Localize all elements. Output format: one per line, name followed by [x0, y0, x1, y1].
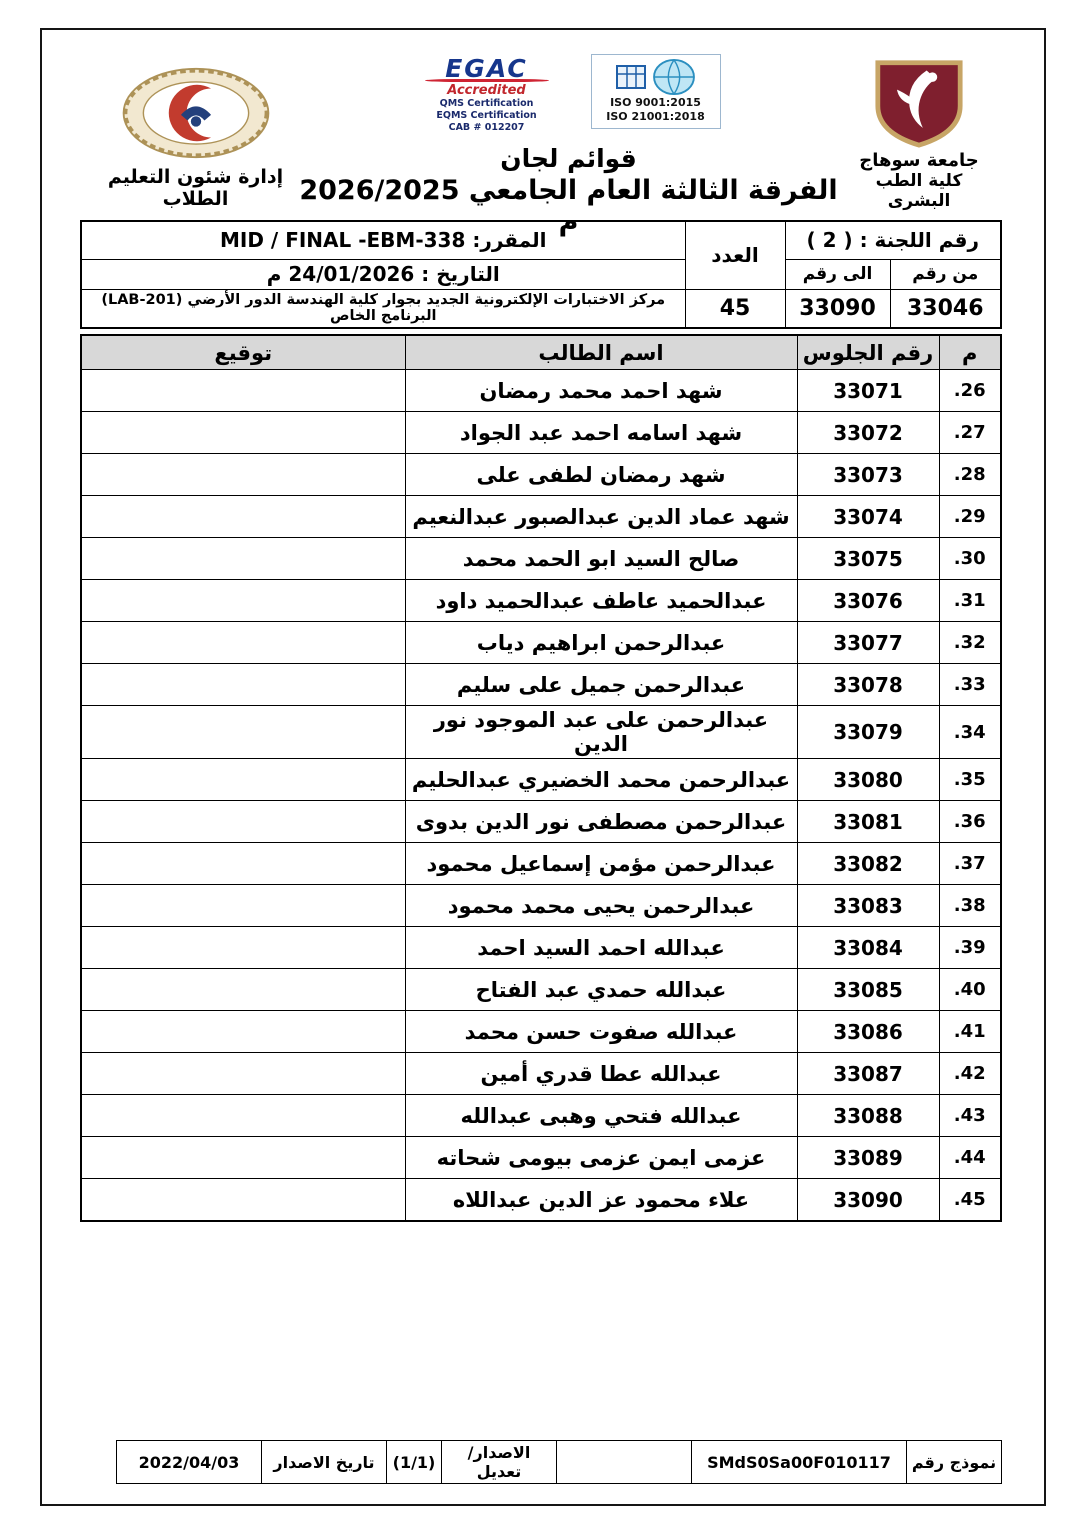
university-logo-icon	[871, 58, 967, 148]
row-student-name: شهد عماد الدين عبدالصبور عبدالنعيم	[405, 496, 797, 538]
row-student-name: علاء محمود عز الدين عبداللاه	[405, 1179, 797, 1221]
egac-accredited-label: Accredited	[447, 83, 526, 98]
row-index: 42.	[939, 1053, 1001, 1095]
row-signature-cell	[81, 843, 405, 885]
student-row	[81, 759, 1001, 801]
egac-accreditation-logo	[417, 54, 557, 134]
from-number-value: 33046	[890, 289, 1001, 328]
document-footer	[116, 1440, 1002, 1484]
student-row	[81, 801, 1001, 843]
exam-date: التاريخ : 24/01/2026 م	[81, 259, 685, 289]
row-index: 40.	[939, 969, 1001, 1011]
row-seat-number: 33085	[797, 969, 939, 1011]
aja-iso-logo	[591, 54, 721, 129]
row-signature-cell	[81, 801, 405, 843]
row-signature-cell	[81, 706, 405, 759]
certification-logos	[293, 54, 844, 134]
row-student-name: عبدالرحمن ابراهيم دياب	[405, 622, 797, 664]
row-seat-number: 33071	[797, 370, 939, 412]
document-header	[42, 54, 1044, 237]
page-title: قوائم لجان	[500, 143, 637, 173]
student-row	[81, 843, 1001, 885]
row-index: 29.	[939, 496, 1001, 538]
student-row	[81, 538, 1001, 580]
row-signature-cell	[81, 622, 405, 664]
egac-cert-line2: EQMS Certification	[436, 109, 537, 121]
row-signature-cell	[81, 538, 405, 580]
egac-cert-line1: QMS Certification	[439, 98, 534, 109]
row-student-name: عبدالله عطا قدري أمين	[405, 1053, 797, 1095]
exam-info-table	[80, 220, 1002, 329]
row-signature-cell	[81, 1095, 405, 1137]
student-row	[81, 706, 1001, 759]
exam-location-line2: البرنامج الخاص	[329, 308, 437, 325]
form-number-code: SMdS0Sa00F010117	[692, 1441, 907, 1484]
student-row	[81, 885, 1001, 927]
row-signature-cell	[81, 454, 405, 496]
footer-table	[116, 1440, 1002, 1484]
row-seat-number: 33088	[797, 1095, 939, 1137]
to-number-value: 33090	[785, 289, 890, 328]
row-index: 28.	[939, 454, 1001, 496]
student-row	[81, 1179, 1001, 1221]
issue-date-label: تاريخ الاصدار	[262, 1441, 387, 1484]
row-seat-number: 33077	[797, 622, 939, 664]
university-block	[844, 54, 994, 211]
student-row	[81, 454, 1001, 496]
row-student-name: عبدالرحمن على عبد الموجود نور الدين	[405, 706, 797, 759]
row-index: 33.	[939, 664, 1001, 706]
row-student-name: صالح السيد ابو الحمد محمد	[405, 538, 797, 580]
aja-iso-line1: ISO 9001:2015	[610, 96, 701, 109]
to-number-label: الى رقم	[785, 259, 890, 289]
row-student-name: عبدالرحمن مؤمن إسماعيل محمود	[405, 843, 797, 885]
row-student-name: شهد اسامه احمد عبد الجواد	[405, 412, 797, 454]
row-student-name: عبدالله صفوت حسن محمد	[405, 1011, 797, 1053]
course-name: المقرر: MID / FINAL -EBM-338	[81, 221, 685, 259]
aja-iso-line2: ISO 21001:2018	[606, 110, 705, 124]
table-header-row	[81, 335, 1001, 370]
row-seat-number: 33089	[797, 1137, 939, 1179]
row-signature-cell	[81, 664, 405, 706]
row-signature-cell	[81, 1053, 405, 1095]
row-signature-cell	[81, 370, 405, 412]
faculty-name: كلية الطب البشرى	[875, 171, 963, 211]
header-center	[293, 54, 844, 237]
issue-date-value: 2022/04/03	[117, 1441, 262, 1484]
admin-caption: إدارة شئون التعليم الطلاب	[107, 166, 284, 210]
exam-location	[81, 289, 685, 328]
row-signature-cell	[81, 496, 405, 538]
revision-label: الاصدار/تعديل	[442, 1441, 557, 1484]
form-number-label: نموذج رقم	[907, 1441, 1002, 1484]
row-index: 44.	[939, 1137, 1001, 1179]
row-student-name: عبدالرحمن جميل على سليم	[405, 664, 797, 706]
row-student-name: عزمى ايمن عزمى بيومى شحاته	[405, 1137, 797, 1179]
student-row	[81, 622, 1001, 664]
row-index: 36.	[939, 801, 1001, 843]
row-index: 43.	[939, 1095, 1001, 1137]
row-seat-number: 33080	[797, 759, 939, 801]
students-table	[80, 334, 1002, 1222]
row-student-name: عبدالرحمن مصطفى نور الدين بدوى	[405, 801, 797, 843]
student-row	[81, 1137, 1001, 1179]
egac-cert-line3: CAB # 012207	[448, 121, 525, 133]
row-index: 38.	[939, 885, 1001, 927]
row-signature-cell	[81, 1011, 405, 1053]
page-border-frame	[40, 28, 1046, 1506]
row-signature-cell	[81, 1179, 405, 1221]
row-seat-number: 33075	[797, 538, 939, 580]
row-signature-cell	[81, 412, 405, 454]
row-seat-number: 33074	[797, 496, 939, 538]
row-seat-number: 33087	[797, 1053, 939, 1095]
row-seat-number: 33086	[797, 1011, 939, 1053]
faculty-admin-block	[98, 54, 293, 210]
row-signature-cell	[81, 885, 405, 927]
page-subtitle: الفرقة الثالثة العام الجامعي 2026/2025 م	[299, 174, 838, 237]
student-row	[81, 1095, 1001, 1137]
student-row	[81, 1053, 1001, 1095]
count-label: العدد	[685, 221, 785, 289]
row-index: 27.	[939, 412, 1001, 454]
row-seat-number: 33073	[797, 454, 939, 496]
student-row	[81, 1011, 1001, 1053]
row-student-name: شهد رمضان لطفى على	[405, 454, 797, 496]
from-number-label: من رقم	[890, 259, 1001, 289]
aja-globe-icon	[652, 58, 696, 96]
student-row	[81, 664, 1001, 706]
row-seat-number: 33084	[797, 927, 939, 969]
footer-empty-cell	[557, 1441, 692, 1484]
aja-grid-icon	[616, 65, 646, 89]
row-seat-number: 33079	[797, 706, 939, 759]
row-index: 32.	[939, 622, 1001, 664]
row-seat-number: 33072	[797, 412, 939, 454]
row-seat-number: 33078	[797, 664, 939, 706]
student-row	[81, 580, 1001, 622]
row-seat-number: 33083	[797, 885, 939, 927]
committee-number: رقم اللجنة : ( 2 )	[785, 221, 1001, 259]
row-seat-number: 33090	[797, 1179, 939, 1221]
col-header-signature: توقيع	[81, 335, 405, 370]
row-student-name: عبدالله احمد السيد احمد	[405, 927, 797, 969]
row-index: 30.	[939, 538, 1001, 580]
row-student-name: شهد احمد محمد رمضان	[405, 370, 797, 412]
student-row	[81, 927, 1001, 969]
row-student-name: عبدالحميد عاطف عبدالحميد داود	[405, 580, 797, 622]
row-index: 26.	[939, 370, 1001, 412]
aja-logo-graphics	[596, 58, 716, 96]
row-student-name: عبدالله حمدي عبد الفتاح	[405, 969, 797, 1011]
count-value: 45	[685, 289, 785, 328]
col-header-name: اسم الطالب	[405, 335, 797, 370]
tables-area	[80, 220, 1002, 1222]
row-index: 34.	[939, 706, 1001, 759]
student-row	[81, 370, 1001, 412]
row-index: 35.	[939, 759, 1001, 801]
row-signature-cell	[81, 759, 405, 801]
university-name: جامعة سوهاج	[859, 150, 979, 171]
row-signature-cell	[81, 580, 405, 622]
row-seat-number: 33082	[797, 843, 939, 885]
row-student-name: عبدالله فتحي وهبى عبدالله	[405, 1095, 797, 1137]
exam-location-line1: مركز الاختبارات الإلكترونية الجديد بجوار كلية الهندسة الدور الأرضي (LAB-201)	[101, 291, 666, 308]
row-signature-cell	[81, 1137, 405, 1179]
row-seat-number: 33081	[797, 801, 939, 843]
row-seat-number: 33076	[797, 580, 939, 622]
col-header-seat: رقم الجلوس	[797, 335, 939, 370]
egac-logo-text: EGAC	[445, 54, 528, 83]
row-index: 39.	[939, 927, 1001, 969]
students-tbody	[81, 370, 1001, 1221]
student-row	[81, 496, 1001, 538]
row-index: 41.	[939, 1011, 1001, 1053]
faculty-logo-icon	[120, 66, 272, 160]
row-student-name: عبدالرحمن محمد الخضيري عبدالحليم	[405, 759, 797, 801]
row-index: 31.	[939, 580, 1001, 622]
col-header-index: م	[939, 335, 1001, 370]
row-index: 37.	[939, 843, 1001, 885]
footer-row	[117, 1441, 1002, 1484]
student-row	[81, 969, 1001, 1011]
row-index: 45.	[939, 1179, 1001, 1221]
row-student-name: عبدالرحمن يحيى محمد محمود	[405, 885, 797, 927]
revision-value: (1/1)	[387, 1441, 442, 1484]
row-signature-cell	[81, 969, 405, 1011]
row-signature-cell	[81, 927, 405, 969]
student-row	[81, 412, 1001, 454]
